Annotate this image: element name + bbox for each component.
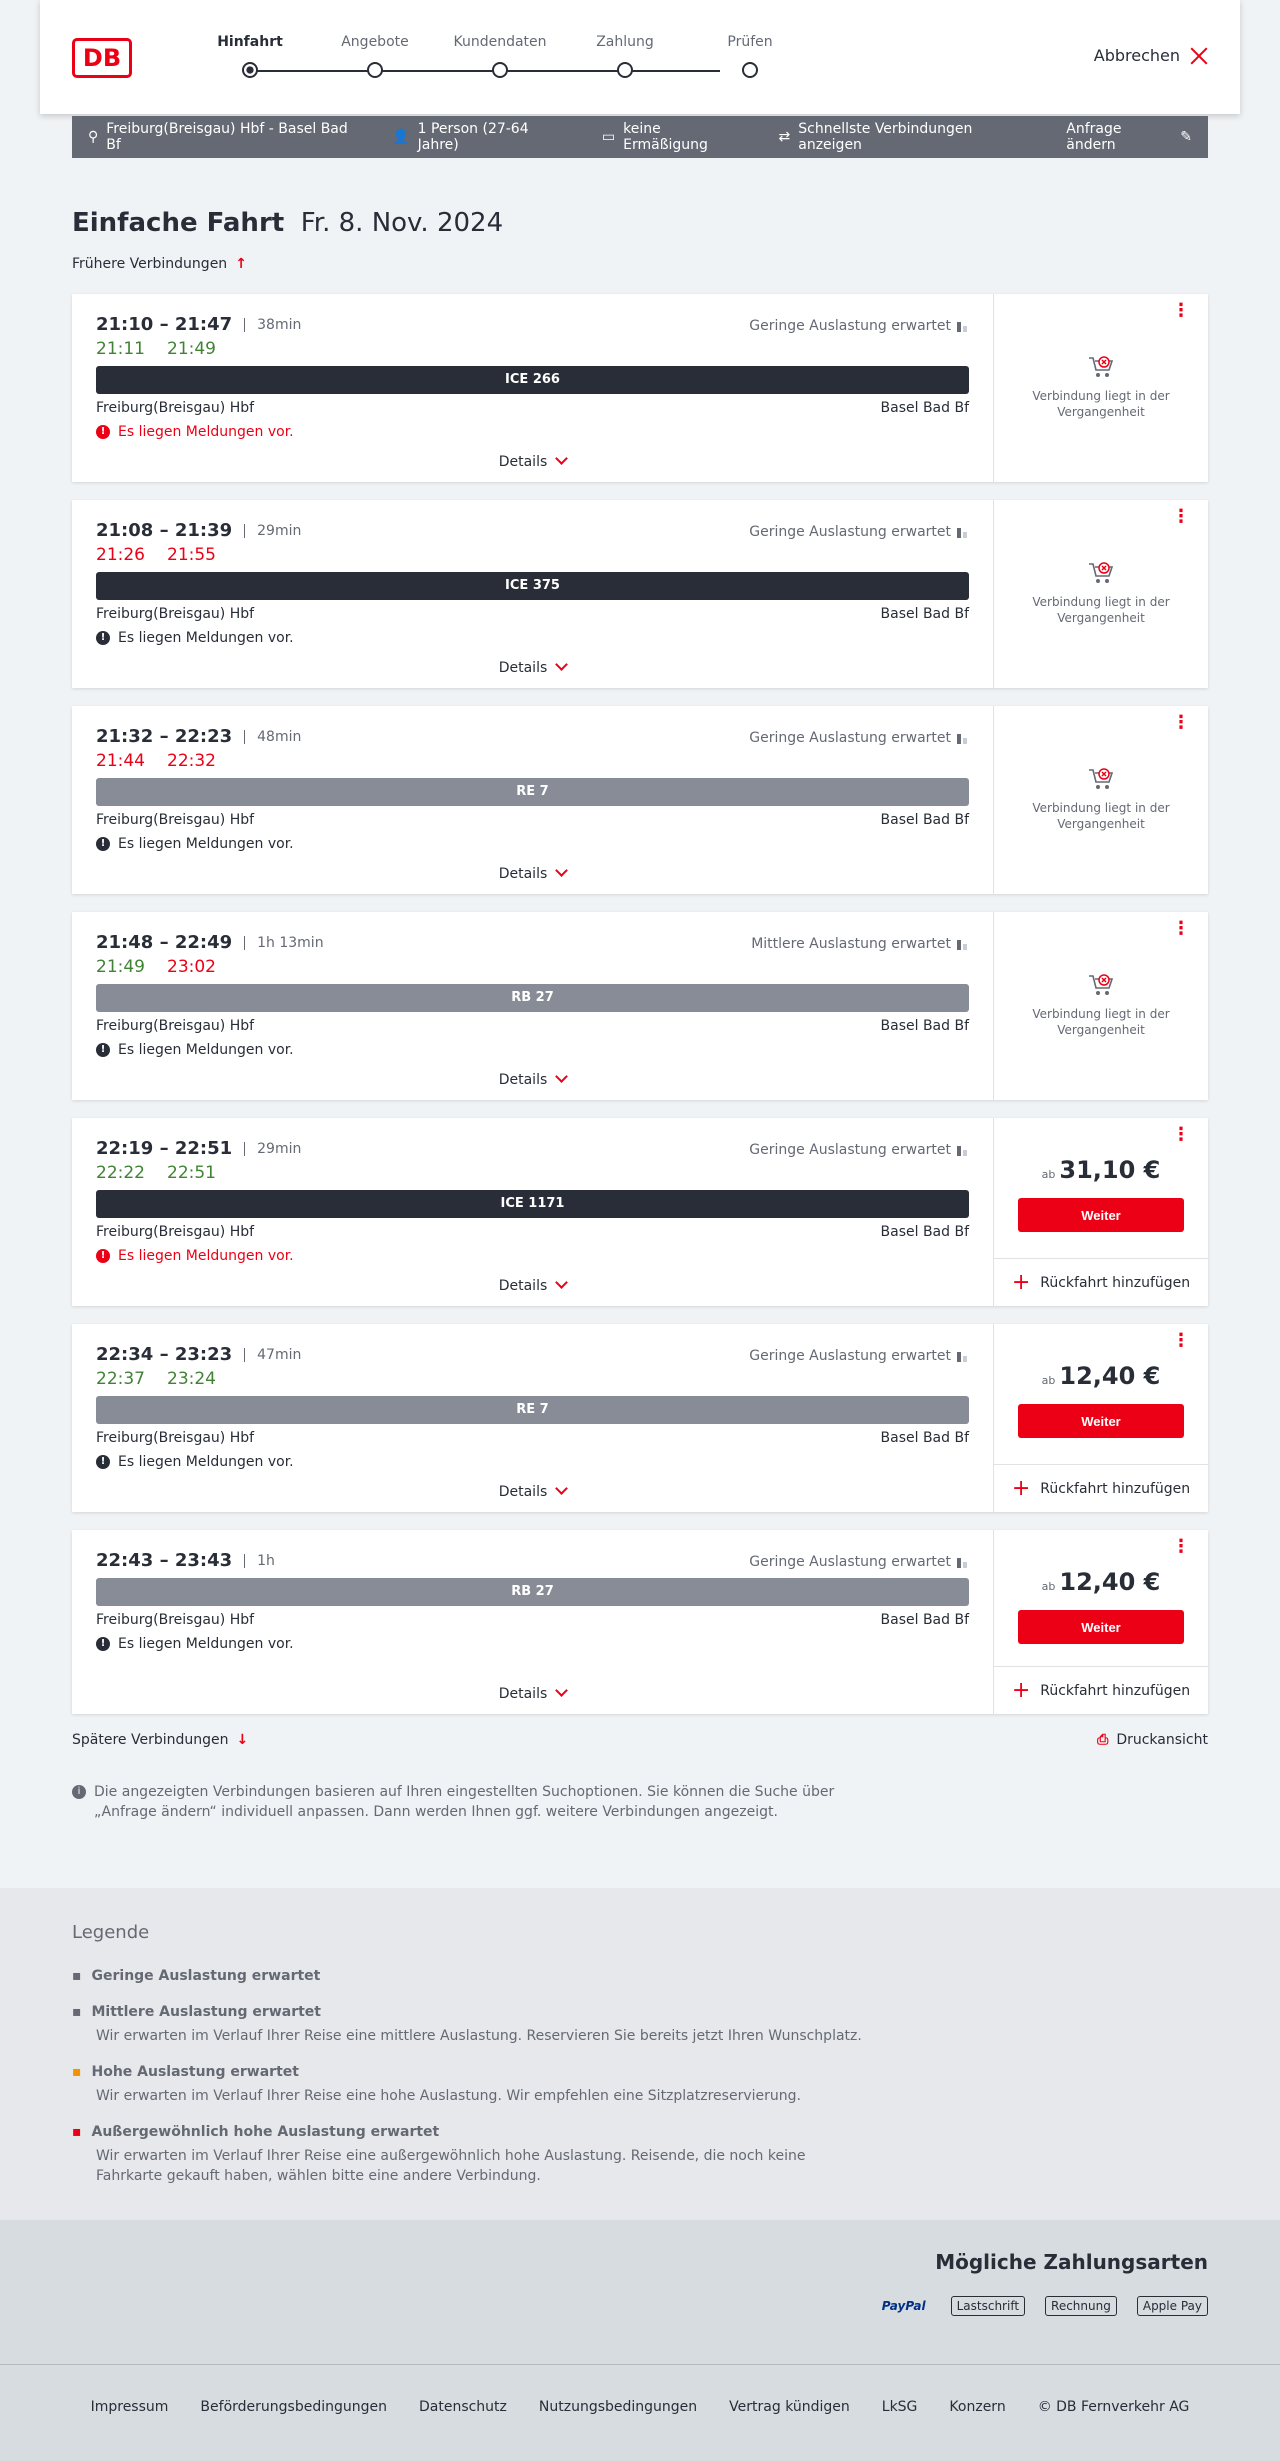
occupancy-info: Geringe Auslastung erwartet [749, 318, 969, 334]
connection-details [72, 1118, 994, 1306]
footer-link[interactable]: Konzern [949, 2399, 1006, 2415]
direct-debit-icon: Lastschrift [951, 2296, 1025, 2316]
notice-message: ! Es liegen Meldungen vor. [96, 630, 294, 646]
stations [96, 1224, 969, 1240]
connection-details [72, 500, 994, 688]
step-zahlung: Zahlung [575, 34, 675, 78]
footer-link[interactable]: Nutzungsbedingungen [538, 2399, 698, 2415]
close-icon [1190, 47, 1208, 65]
alert-icon: ! [96, 837, 110, 851]
occupancy-icon [957, 938, 969, 950]
past-connection-note: Verbindung liegt in der Vergangenheit [994, 766, 1208, 832]
scheduled-times: 21:08 – 21:39 29min [96, 520, 302, 541]
paypal-icon: PayPal [881, 2299, 926, 2313]
arrival-station: Basel Bad Bf [880, 1430, 969, 1446]
realtime-arrival: 21:49 [167, 339, 216, 359]
payment-section [0, 2220, 1280, 2364]
occupancy-info: Geringe Auslastung erwartet [749, 524, 969, 540]
arrival-station: Basel Bad Bf [880, 400, 969, 416]
chevron-down-icon [555, 1684, 568, 1697]
fastest-summary: ⇄ Schnellste Verbindungen anzeigen [778, 121, 973, 153]
add-return-trip-button[interactable]: + Rückfahrt hinzufügen [994, 1666, 1208, 1714]
departure-station: Freiburg(Breisgau) Hbf [96, 1612, 255, 1628]
footer-links [0, 2399, 1280, 2415]
chevron-down-icon [555, 1070, 568, 1083]
train-bar[interactable]: RB 27 [96, 1578, 969, 1606]
realtime-arrival: 23:24 [167, 1369, 216, 1389]
medium-occupancy-icon: ▪ [72, 2004, 82, 2020]
details-toggle[interactable]: Details [72, 1278, 993, 1294]
realtime-departure: 21:49 [96, 957, 145, 977]
duration: 29min [244, 1142, 301, 1156]
notice-message: ! Es liegen Meldungen vor. [96, 1636, 294, 1652]
location-pin-icon: ⚲ [88, 129, 99, 145]
connection-details [72, 1530, 994, 1714]
stations [96, 812, 969, 828]
occupancy-icon [957, 1556, 969, 1568]
step-pruefen: Prüfen [700, 34, 800, 78]
search-summary-bar [72, 116, 1208, 158]
price: ab 12,40 € [1041, 1568, 1161, 1596]
realtime-departure: 21:26 [96, 545, 145, 565]
realtime-times [96, 545, 969, 565]
offer-panel [994, 706, 1208, 894]
details-toggle[interactable]: Details [72, 1686, 993, 1702]
plus-icon: + [1011, 1678, 1031, 1703]
discount-summary: ▭ keine Ermäßigung [601, 121, 708, 153]
occupancy-info: Geringe Auslastung erwartet [749, 1142, 969, 1158]
connection-card[interactable] [72, 1324, 1208, 1512]
bahncard-icon: ▭ [601, 129, 616, 145]
offer-panel [994, 1530, 1208, 1714]
occupancy-icon [957, 320, 969, 332]
realtime-times [96, 1163, 969, 1183]
step-hinfahrt: Hinfahrt [200, 34, 300, 78]
realtime-departure: 22:37 [96, 1369, 145, 1389]
apple-pay-icon: Apple Pay [1137, 2296, 1208, 2316]
footer-link[interactable]: Impressum [90, 2399, 169, 2415]
connection-card[interactable] [72, 1530, 1208, 1714]
train-bar[interactable]: RB 27 [96, 984, 969, 1012]
occupancy-info: Geringe Auslastung erwartet [749, 730, 969, 746]
occupancy-icon [957, 526, 969, 538]
connection-details [72, 1324, 994, 1512]
departure-station: Freiburg(Breisgau) Hbf [96, 400, 255, 416]
duration: 38min [244, 318, 301, 332]
connection-card[interactable] [72, 1118, 1208, 1306]
pencil-icon: ✎ [1180, 129, 1192, 145]
departure-station: Freiburg(Breisgau) Hbf [96, 812, 255, 828]
details-toggle[interactable]: Details [72, 1484, 993, 1500]
legend-item-high: ▪ Hohe Auslastung erwartet Wir erwarten im Verlauf Ihrer Reise eine hohe Auslastung. Wir empfehlen eine Sitzplatzreservierung. [72, 2064, 801, 2104]
price: ab 12,40 € [1041, 1362, 1161, 1390]
details-toggle[interactable]: Details [72, 866, 993, 882]
offer-panel [994, 1324, 1208, 1512]
printer-icon: ⎙ [1097, 1732, 1109, 1748]
offer-panel [994, 500, 1208, 688]
more-options-icon[interactable]: ⋮ [1172, 1536, 1190, 1557]
offer-panel [994, 912, 1208, 1100]
cart-unavailable-icon [1087, 972, 1115, 998]
chevron-down-icon [555, 1276, 568, 1289]
past-connection-note: Verbindung liegt in der Vergangenheit [994, 972, 1208, 1038]
payment-methods [877, 2296, 1208, 2316]
cart-unavailable-icon [1087, 354, 1115, 380]
notice-message: ! Es liegen Meldungen vor. [96, 424, 294, 440]
footer-link[interactable]: Vertrag kündigen [729, 2399, 850, 2415]
scheduled-times: 22:34 – 23:23 47min [96, 1344, 302, 1365]
connection-card[interactable] [72, 912, 1208, 1100]
plus-icon: + [1011, 1270, 1031, 1295]
more-options-icon[interactable]: ⋮ [1172, 1330, 1190, 1351]
legend-item-exceptional: ▪ Außergewöhnlich hohe Auslastung erwartet Wir erwarten im Verlauf Ihrer Reise eine außergewöhnlich hohe Auslastung. Reisende, die noch keine Fahrkarte gekauft haben, wählen bitte eine andere Verbindung. [72, 2124, 806, 2184]
train-bar[interactable]: RE 7 [96, 1396, 969, 1424]
cancel-button[interactable] [1094, 46, 1208, 65]
occupancy-info: Mittlere Auslastung erwartet [751, 936, 969, 952]
past-connection-note: Verbindung liegt in der Vergangenheit [994, 560, 1208, 626]
occupancy-icon [957, 732, 969, 744]
scheduled-times: 21:10 – 21:47 38min [96, 314, 302, 335]
alert-icon: ! [96, 1249, 110, 1263]
chevron-down-icon [555, 658, 568, 671]
duration: 47min [244, 1348, 301, 1362]
alert-icon: ! [96, 631, 110, 645]
header [40, 0, 1240, 114]
scheduled-times: 22:43 – 23:43 1h [96, 1550, 275, 1571]
realtime-departure: 22:22 [96, 1163, 145, 1183]
connection-card[interactable] [72, 500, 1208, 688]
arrival-station: Basel Bad Bf [880, 1612, 969, 1628]
occupancy-icon [957, 1144, 969, 1156]
later-connections-link[interactable]: Spätere Verbindungen ↓ [72, 1732, 249, 1748]
footer-link[interactable]: Beförderungsbedingungen [200, 2399, 387, 2415]
more-options-icon[interactable]: ⋮ [1172, 300, 1190, 321]
departure-station: Freiburg(Breisgau) Hbf [96, 1018, 255, 1034]
arrival-station: Basel Bad Bf [880, 606, 969, 622]
train-bar[interactable]: RE 7 [96, 778, 969, 806]
more-options-icon[interactable]: ⋮ [1172, 506, 1190, 527]
cart-unavailable-icon [1087, 766, 1115, 792]
plus-icon: + [1011, 1476, 1031, 1501]
connection-details [72, 912, 994, 1100]
departure-station: Freiburg(Breisgau) Hbf [96, 1430, 255, 1446]
departure-station: Freiburg(Breisgau) Hbf [96, 1224, 255, 1240]
occupancy-info: Geringe Auslastung erwartet [749, 1348, 969, 1364]
invoice-icon: Rechnung [1045, 2296, 1117, 2316]
duration: 1h [244, 1554, 275, 1568]
scheduled-times: 21:32 – 22:23 48min [96, 726, 302, 747]
page-title: Einfache Fahrt Fr. 8. Nov. 2024 [72, 208, 504, 238]
more-options-icon[interactable]: ⋮ [1172, 918, 1190, 939]
print-view-link[interactable]: ⎙ Druckansicht [1097, 1732, 1208, 1748]
realtime-arrival: 21:55 [167, 545, 216, 565]
realtime-departure: 21:11 [96, 339, 145, 359]
details-toggle[interactable]: Details [72, 454, 993, 470]
scheduled-times: 22:19 – 22:51 29min [96, 1138, 302, 1159]
notice-message: ! Es liegen Meldungen vor. [96, 836, 294, 852]
train-bar[interactable]: ICE 1171 [96, 1190, 969, 1218]
connection-details [72, 294, 994, 482]
more-options-icon[interactable]: ⋮ [1172, 712, 1190, 733]
swap-arrows-icon: ⇄ [778, 129, 791, 145]
realtime-times [96, 751, 969, 771]
stations [96, 606, 969, 622]
chevron-down-icon [555, 452, 568, 465]
occupancy-icon [957, 1350, 969, 1362]
continue-button[interactable]: Weiter [1018, 1610, 1184, 1644]
price: ab 31,10 € [1041, 1156, 1161, 1184]
realtime-times [96, 957, 969, 977]
info-note: i Die angezeigten Verbindungen basieren auf Ihren eingestellten Suchoptionen. Sie können die Suche über „Anfrage ändern“ individuell anpassen. Dann werden Ihnen ggf. weitere Verbindungen angezeigt. [72, 1782, 852, 1822]
more-options-icon[interactable]: ⋮ [1172, 1124, 1190, 1145]
notice-message: ! Es liegen Meldungen vor. [96, 1454, 294, 1470]
stations [96, 1612, 969, 1628]
past-connection-note: Verbindung liegt in der Vergangenheit [994, 354, 1208, 420]
alert-icon: ! [96, 1043, 110, 1057]
duration: 29min [244, 524, 301, 538]
duration: 1h 13min [244, 936, 323, 950]
passenger-summary: 👤 1 Person (27-64 Jahre) [392, 121, 529, 153]
db-logo[interactable]: DB [72, 38, 132, 78]
person-icon: 👤 [392, 129, 410, 145]
departure-station: Freiburg(Breisgau) Hbf [96, 606, 255, 622]
continue-button[interactable]: Weiter [1018, 1198, 1184, 1232]
continue-button[interactable]: Weiter [1018, 1404, 1184, 1438]
notice-message: ! Es liegen Meldungen vor. [96, 1042, 294, 1058]
arrow-up-icon: ↑ [235, 256, 247, 272]
step-angebote: Angebote [325, 34, 425, 78]
offer-panel [994, 294, 1208, 482]
high-occupancy-icon: ▪ [72, 2064, 82, 2080]
legend-item-medium: ▪ Mittlere Auslastung erwartet Wir erwarten im Verlauf Ihrer Reise eine mittlere Auslastung. Reservieren Sie bereits jetzt Ihren Wunschplatz. [72, 2004, 862, 2044]
progress-steps [210, 34, 773, 94]
payment-title: Mögliche Zahlungsarten [935, 2250, 1208, 2274]
realtime-arrival: 23:02 [167, 957, 216, 977]
realtime-times [96, 339, 969, 359]
chevron-down-icon [555, 864, 568, 877]
occupancy-info: Geringe Auslastung erwartet [749, 1554, 969, 1570]
realtime-arrival: 22:32 [167, 751, 216, 771]
alert-icon: ! [96, 425, 110, 439]
change-request-button[interactable]: Anfrage ändern ✎ [1066, 121, 1192, 153]
route-summary: ⚲ Freiburg(Breisgau) Hbf - Basel Bad Bf [88, 121, 348, 153]
connection-card[interactable] [72, 294, 1208, 482]
duration: 48min [244, 730, 301, 744]
arrival-station: Basel Bad Bf [880, 812, 969, 828]
arrow-down-icon: ↓ [236, 1732, 249, 1748]
connection-details [72, 706, 994, 894]
travel-date: Fr. 8. Nov. 2024 [300, 208, 504, 238]
train-bar[interactable]: ICE 266 [96, 366, 969, 394]
offer-panel [994, 1118, 1208, 1306]
alert-icon: ! [96, 1455, 110, 1469]
notice-message: ! Es liegen Meldungen vor. [96, 1248, 294, 1264]
low-occupancy-icon: ▪ [72, 1968, 82, 1984]
earlier-connections-link[interactable]: Frühere Verbindungen ↑ [72, 256, 247, 272]
stations [96, 1018, 969, 1034]
legend-title: Legende [72, 1922, 150, 1943]
add-return-trip-button[interactable]: + Rückfahrt hinzufügen [994, 1258, 1208, 1306]
scheduled-times: 21:48 – 22:49 1h 13min [96, 932, 324, 953]
info-icon: i [72, 1785, 86, 1799]
arrival-station: Basel Bad Bf [880, 1018, 969, 1034]
details-toggle[interactable]: Details [72, 660, 993, 676]
footer-link[interactable]: LkSG [881, 2399, 918, 2415]
add-return-trip-button[interactable]: + Rückfahrt hinzufügen [994, 1464, 1208, 1512]
stations [96, 400, 969, 416]
realtime-departure: 21:44 [96, 751, 145, 771]
train-bar[interactable]: ICE 375 [96, 572, 969, 600]
footer-link[interactable]: Datenschutz [418, 2399, 507, 2415]
exceptional-occupancy-icon: ▪ [72, 2124, 82, 2140]
details-toggle[interactable]: Details [72, 1072, 993, 1088]
realtime-times [96, 1369, 969, 1389]
cancel-label: Abbrechen [1093, 46, 1180, 65]
footer-copyright: © DB Fernverkehr AG [1037, 2399, 1190, 2415]
legend-item-low: ▪ Geringe Auslastung erwartet [72, 1968, 321, 1984]
connection-card[interactable] [72, 706, 1208, 894]
realtime-arrival: 22:51 [167, 1163, 216, 1183]
chevron-down-icon [555, 1482, 568, 1495]
step-kundendaten: Kundendaten [450, 34, 550, 78]
cart-unavailable-icon [1087, 560, 1115, 586]
alert-icon: ! [96, 1637, 110, 1651]
stations [96, 1430, 969, 1446]
arrival-station: Basel Bad Bf [880, 1224, 969, 1240]
